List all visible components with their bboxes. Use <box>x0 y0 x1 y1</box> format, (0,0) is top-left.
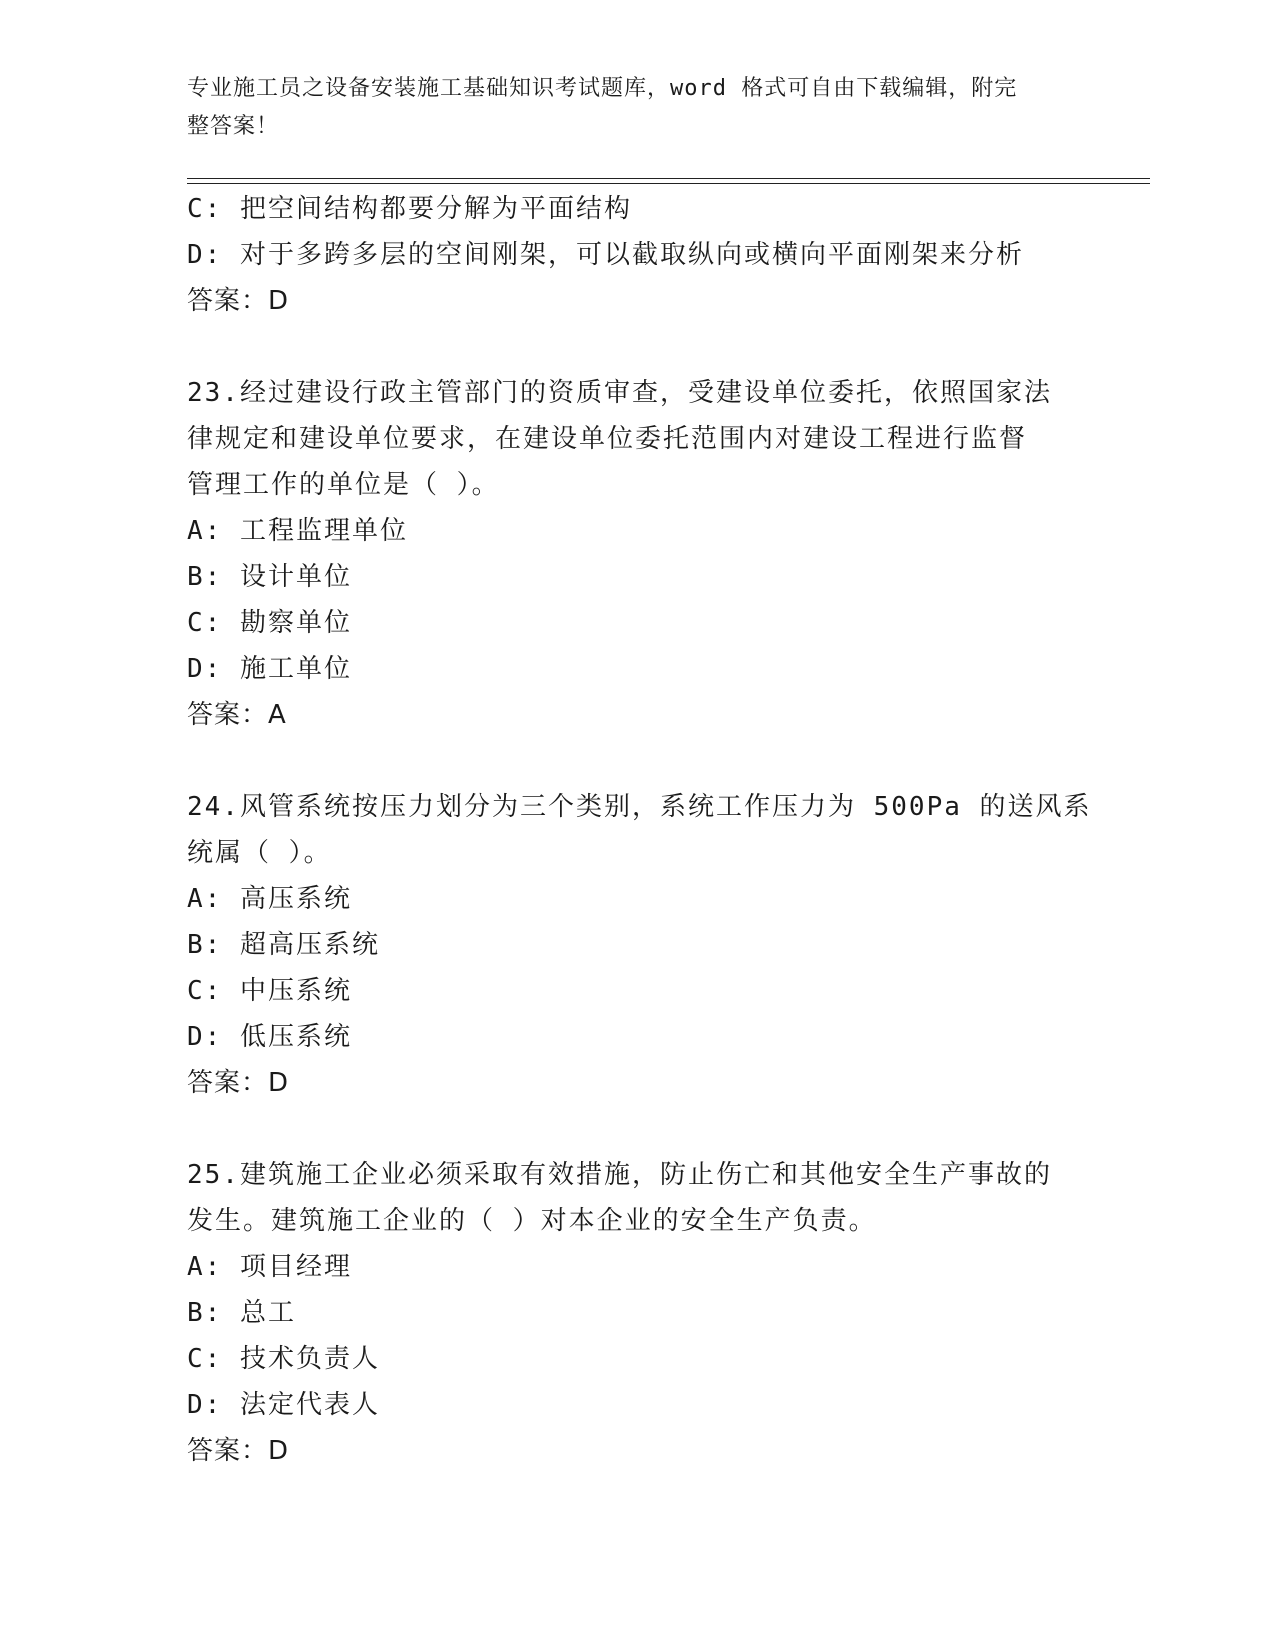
question-spacer <box>187 324 1087 370</box>
answer-line: 答案：A <box>187 700 287 730</box>
header-line-1: 专业施工员之设备安装施工基础知识考试题库，word 格式可自由下载编辑，附完 <box>187 76 1018 101</box>
question-24 <box>187 784 1092 1106</box>
question-stem-line: 律规定和建设单位要求，在建设单位委托范围内对建设工程进行监督 <box>187 424 1028 454</box>
option-d: D: 低压系统 <box>187 1022 352 1052</box>
option-c: C: 技术负责人 <box>187 1344 380 1374</box>
question-25 <box>187 1152 1087 1474</box>
question-23 <box>187 370 1087 738</box>
answer-line: 答案：D <box>187 286 290 316</box>
option-b: B: 超高压系统 <box>187 930 380 960</box>
question-stem-line: 管理工作的单位是（ ）。 <box>187 470 500 500</box>
answer-line: 答案：D <box>187 1068 290 1098</box>
option-d: D: 法定代表人 <box>187 1390 380 1420</box>
answer-line: 答案：D <box>187 1436 290 1466</box>
question-stem-line: 23.经过建设行政主管部门的资质审查，受建设单位委托，依照国家法 <box>187 378 1052 408</box>
option-c: C: 勘察单位 <box>187 608 352 638</box>
question-stem-line: 统属（ ）。 <box>187 838 332 868</box>
question-stem-line: 25.建筑施工企业必须采取有效措施，防止伤亡和其他安全生产事故的 <box>187 1160 1052 1190</box>
question-spacer <box>187 738 1087 784</box>
option-a: A: 项目经理 <box>187 1252 352 1282</box>
page-header <box>187 70 1067 146</box>
option-c: C: 中压系统 <box>187 976 352 1006</box>
previous-question-tail <box>187 186 1087 324</box>
question-content <box>187 186 1092 1474</box>
option-d: D: 施工单位 <box>187 654 352 684</box>
question-stem-line: 发生。建筑施工企业的（ ）对本企业的安全生产负责。 <box>187 1206 877 1236</box>
option-b: B: 设计单位 <box>187 562 352 592</box>
header-divider-top <box>187 178 1150 179</box>
option-c: C: 把空间结构都要分解为平面结构 <box>187 194 632 224</box>
header-line-2: 整答案！ <box>187 114 280 139</box>
option-a: A: 工程监理单位 <box>187 516 408 546</box>
option-b: B: 总工 <box>187 1298 296 1328</box>
option-a: A: 高压系统 <box>187 884 352 914</box>
question-stem-line: 24.风管系统按压力划分为三个类别，系统工作压力为 500Pa 的送风系 <box>187 792 1092 822</box>
option-d: D: 对于多跨多层的空间刚架，可以截取纵向或横向平面刚架来分析 <box>187 240 1024 270</box>
question-spacer <box>187 1106 1087 1152</box>
header-divider-bottom <box>187 183 1150 184</box>
